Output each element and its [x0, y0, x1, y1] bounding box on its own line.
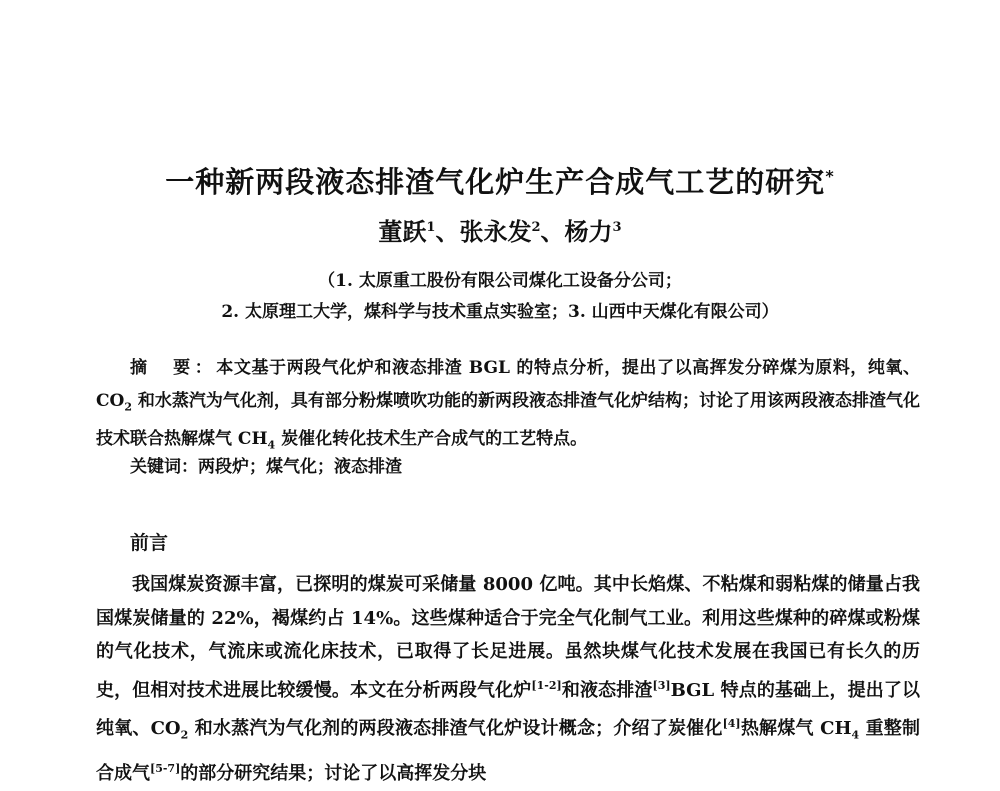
abstract-label: 摘 要：: [130, 358, 217, 378]
title-footnote-mark: *: [825, 166, 835, 186]
subscript: 2: [180, 728, 189, 742]
section-heading: 前言: [130, 532, 169, 554]
citation: [5-7]: [150, 762, 181, 776]
abstract-text: 和水蒸汽为气化剂，具有部分粉煤喷吹功能的新两段液态排渣气化炉结构；讨论了用该两段液态排渣气化技术联合热解煤气 CH: [96, 391, 920, 450]
body-text: 和水蒸汽为气化剂的两段液态排渣气化炉设计概念；介绍了炭催化: [188, 718, 723, 739]
abstract-text: 本文基于两段气化炉和液态排渣 BGL 的特点分析，提出了以高挥发分碎煤为原料，纯氧、CO: [96, 358, 921, 411]
citation: [3]: [652, 678, 671, 692]
keywords-text: 两段炉；煤气化；液态排渣: [198, 457, 402, 477]
citation: [4]: [722, 717, 741, 730]
abstract-text: 炭催化转化技术生产合成气的工艺特点。: [275, 429, 588, 450]
author-list: [0, 212, 1000, 247]
keywords: [130, 452, 402, 477]
body-text: 重整制合成气: [96, 718, 920, 785]
keywords-label: 关键词：: [130, 457, 198, 477]
author-name: 董跃: [378, 217, 427, 246]
body-text: BGL 特点的基础上，提出了以纯氧、CO: [96, 679, 921, 739]
author-name: 张永发: [459, 217, 532, 246]
paper-title: [0, 160, 1000, 201]
author-separator: 、: [435, 217, 460, 246]
author-affil-mark: 2: [531, 220, 541, 235]
subscript: 2: [124, 400, 132, 414]
author-separator: 、: [540, 217, 565, 246]
affiliation-line-2: 2. 太原理工大学，煤科学与技术重点实验室；3. 山西中天煤化有限公司）: [221, 302, 779, 322]
author-affil-mark: 1: [426, 220, 436, 235]
abstract: [96, 352, 920, 462]
affiliation-line-1: （1. 太原重工股份有限公司煤化工设备分公司；: [318, 271, 682, 291]
body-text: 我国煤炭资源丰富，已探明的煤炭可采储量 8000 亿吨。其中长焰煤、不粘煤和弱粘煤的储量占我国煤炭储量的 22%，褐煤约占 14%。这些煤种适合于完全气化制气工业。利用这些煤种的碎煤或粉煤的气化技术，气流床或流化床技术，已取得了长足进展。虽然块煤气化技术发展在我国已有长久的历史，但相对技术进展比较缓慢。本文在分析两段气化炉: [96, 574, 920, 701]
body-text: 的部分研究结果；讨论了以高挥发分块: [180, 763, 487, 785]
author-name: 杨力: [564, 217, 613, 246]
citation: [1-2]: [531, 678, 562, 692]
subscript: 4: [267, 438, 276, 452]
body-text: 热解煤气 CH: [740, 718, 852, 739]
paper-title-text: 一种新两段液态排渣气化炉生产合成气工艺的研究: [165, 165, 826, 199]
body-text: 和液态排渣: [561, 679, 653, 701]
author-affil-mark: 3: [612, 220, 622, 235]
body-paragraph: [96, 568, 920, 791]
subscript: 4: [851, 728, 860, 742]
